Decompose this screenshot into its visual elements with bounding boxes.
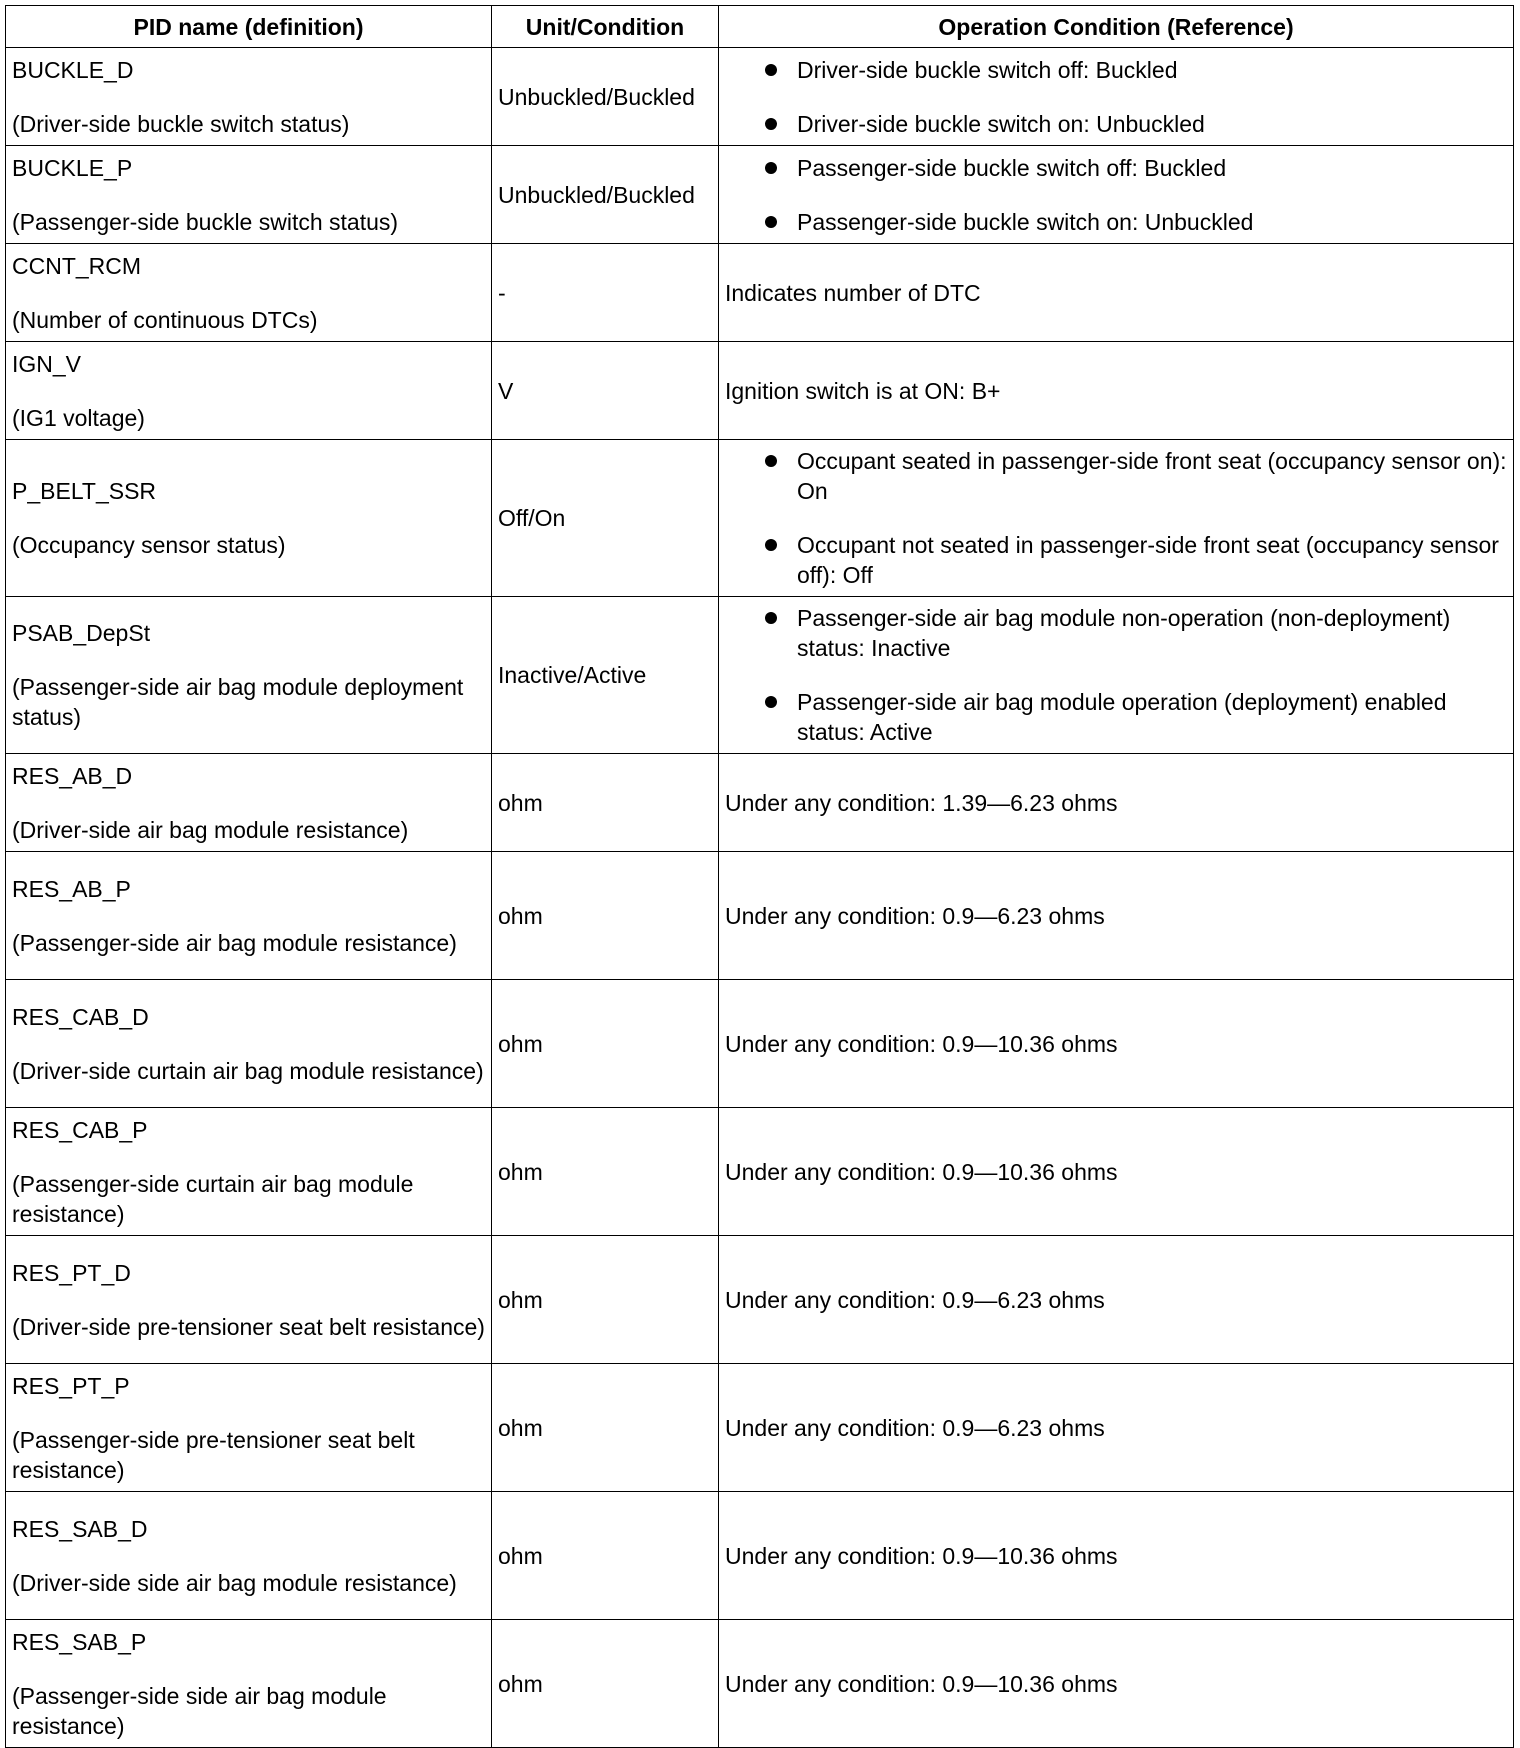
pid-name: BUCKLE_P	[12, 154, 133, 181]
pid-name: BUCKLE_D	[12, 56, 134, 83]
pid-name: RES_CAB_P	[12, 1116, 148, 1143]
pid-cell	[6, 1364, 492, 1492]
header-operation-condition: Operation Condition (Reference)	[719, 6, 1514, 48]
pid-table	[5, 5, 1514, 1748]
pid-name: PSAB_DepSt	[12, 620, 151, 646]
pid-definition: (Passenger-side air bag module deployment status)	[12, 674, 464, 730]
condition-list	[725, 153, 1507, 237]
pid-name: RES_SAB_D	[12, 1515, 148, 1542]
table-header	[6, 6, 1514, 48]
condition-item: Driver-side buckle switch off: Buckled	[765, 55, 1507, 85]
pid-definition: (Passenger-side side air bag module resistance)	[12, 1682, 387, 1739]
table-row	[6, 244, 1514, 342]
condition-item: Driver-side buckle switch on: Unbuckled	[765, 109, 1507, 139]
pid-definition: (Driver-side buckle switch status)	[12, 110, 350, 137]
pid-definition: (Passenger-side curtain air bag module resistance)	[12, 1170, 414, 1227]
condition-item: Passenger-side buckle switch off: Buckled	[765, 153, 1507, 183]
condition-item: Passenger-side buckle switch on: Unbuckled	[765, 207, 1507, 237]
condition-cell: Under any condition: 0.9—10.36 ohms	[719, 1620, 1514, 1748]
pid-name: RES_CAB_D	[12, 1003, 149, 1030]
unit-cell: ohm	[492, 1236, 719, 1364]
pid-cell	[6, 980, 492, 1108]
pid-cell	[6, 852, 492, 980]
pid-name: P_BELT_SSR	[12, 478, 157, 504]
pid-name: RES_AB_D	[12, 762, 133, 789]
table-body	[6, 48, 1514, 1748]
table-row	[6, 1620, 1514, 1748]
table-row	[6, 1492, 1514, 1620]
unit-cell: ohm	[492, 1620, 719, 1748]
condition-list	[725, 446, 1507, 590]
unit-cell: ohm	[492, 1492, 719, 1620]
unit-cell: ohm	[492, 1364, 719, 1492]
condition-list	[725, 603, 1507, 747]
pid-name: RES_AB_P	[12, 875, 131, 902]
condition-list	[725, 55, 1507, 139]
unit-cell: Off/On	[492, 440, 719, 597]
table-row	[6, 440, 1514, 597]
header-pid-name: PID name (definition)	[6, 6, 492, 48]
condition-cell	[719, 146, 1514, 244]
pid-cell	[6, 1236, 492, 1364]
table-row	[6, 597, 1514, 754]
condition-item: Occupant not seated in passenger-side front seat (occupancy sensor off): Off	[765, 530, 1507, 590]
pid-cell	[6, 244, 492, 342]
unit-cell: ohm	[492, 852, 719, 980]
pid-cell	[6, 1492, 492, 1620]
pid-definition: (IG1 voltage)	[12, 404, 145, 431]
pid-name: IGN_V	[12, 350, 82, 377]
condition-cell	[719, 440, 1514, 597]
table-row	[6, 754, 1514, 852]
unit-cell: Inactive/Active	[492, 597, 719, 754]
pid-definition: (Driver-side curtain air bag module resistance)	[12, 1057, 484, 1084]
condition-cell: Under any condition: 0.9—6.23 ohms	[719, 1364, 1514, 1492]
unit-cell: ohm	[492, 754, 719, 852]
pid-cell	[6, 597, 492, 754]
unit-cell: Unbuckled/Buckled	[492, 146, 719, 244]
table-row	[6, 48, 1514, 146]
pid-name: RES_PT_P	[12, 1372, 130, 1399]
pid-definition: (Number of continuous DTCs)	[12, 306, 318, 333]
table-row	[6, 146, 1514, 244]
unit-cell: ohm	[492, 980, 719, 1108]
table-row	[6, 342, 1514, 440]
pid-name: RES_PT_D	[12, 1259, 131, 1286]
pid-cell	[6, 1108, 492, 1236]
table-row	[6, 1108, 1514, 1236]
unit-cell: ohm	[492, 1108, 719, 1236]
pid-cell	[6, 754, 492, 852]
table-row	[6, 1364, 1514, 1492]
table-row	[6, 1236, 1514, 1364]
pid-definition: (Passenger-side buckle switch status)	[12, 208, 399, 235]
condition-cell: Under any condition: 0.9—10.36 ohms	[719, 980, 1514, 1108]
pid-cell	[6, 342, 492, 440]
condition-cell: Under any condition: 0.9—6.23 ohms	[719, 852, 1514, 980]
pid-cell	[6, 440, 492, 597]
unit-cell: V	[492, 342, 719, 440]
pid-definition: (Passenger-side air bag module resistance)	[12, 929, 457, 956]
pid-cell	[6, 146, 492, 244]
pid-definition: (Driver-side side air bag module resistance)	[12, 1569, 457, 1596]
pid-cell	[6, 1620, 492, 1748]
condition-cell: Under any condition: 0.9—10.36 ohms	[719, 1108, 1514, 1236]
table-row	[6, 852, 1514, 980]
pid-cell	[6, 48, 492, 146]
condition-item: Occupant seated in passenger-side front seat (occupancy sensor on): On	[765, 446, 1507, 506]
pid-definition: (Driver-side air bag module resistance)	[12, 816, 409, 843]
pid-definition: (Driver-side pre-tensioner seat belt resistance)	[12, 1313, 485, 1340]
pid-name: CCNT_RCM	[12, 252, 142, 279]
condition-item: Passenger-side air bag module operation (deployment) enabled status: Active	[765, 687, 1507, 747]
header-unit-condition: Unit/Condition	[492, 6, 719, 48]
condition-cell: Under any condition: 0.9—6.23 ohms	[719, 1236, 1514, 1364]
condition-item: Passenger-side air bag module non-operation (non-deployment) status: Inactive	[765, 603, 1507, 663]
condition-cell: Indicates number of DTC	[719, 244, 1514, 342]
pid-definition: (Passenger-side pre-tensioner seat belt resistance)	[12, 1426, 415, 1483]
condition-cell: Ignition switch is at ON: B+	[719, 342, 1514, 440]
pid-definition: (Occupancy sensor status)	[12, 532, 286, 558]
unit-cell: Unbuckled/Buckled	[492, 48, 719, 146]
pid-name: RES_SAB_P	[12, 1628, 147, 1655]
table-row	[6, 980, 1514, 1108]
condition-cell: Under any condition: 1.39—6.23 ohms	[719, 754, 1514, 852]
condition-cell	[719, 597, 1514, 754]
unit-cell: -	[492, 244, 719, 342]
condition-cell	[719, 48, 1514, 146]
condition-cell: Under any condition: 0.9—10.36 ohms	[719, 1492, 1514, 1620]
